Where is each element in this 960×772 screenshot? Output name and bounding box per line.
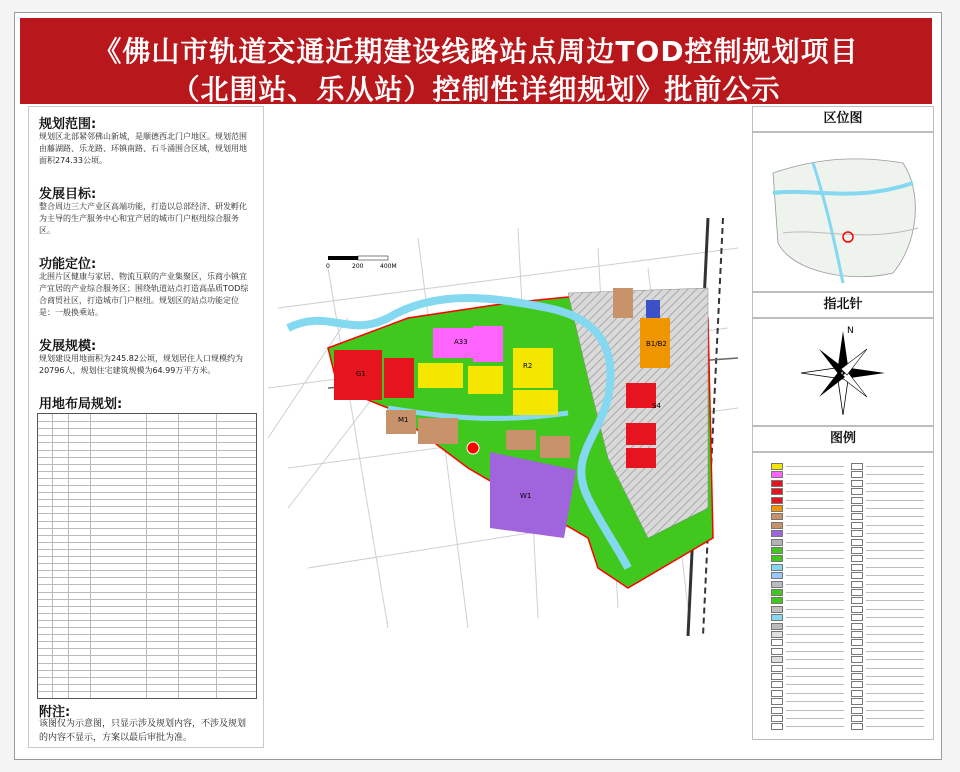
- side-panel: [752, 106, 932, 746]
- land-use-table: [37, 413, 257, 699]
- function-positioning-title: 功能定位:: [39, 257, 97, 272]
- zone-label: R2: [523, 362, 533, 370]
- table-row-rule: [38, 435, 256, 436]
- location-map-title: 区位图: [752, 106, 934, 132]
- note-title: 附注:: [39, 705, 71, 720]
- zone-label: G1: [356, 370, 366, 378]
- title-line-2: （北围站、乐从站）控制性详细规划》批前公示: [171, 73, 781, 106]
- scale-label-200: 200: [352, 263, 364, 270]
- table-row-rule: [38, 499, 256, 500]
- development-scale-title: 发展规模:: [39, 339, 97, 354]
- land-use-map: [268, 208, 746, 636]
- planning-scope-title: 规划范围:: [39, 117, 97, 132]
- scale-label-0: 0: [326, 263, 330, 270]
- zone-label: W1: [520, 492, 532, 500]
- table-row-rule: [38, 464, 256, 465]
- table-row-rule: [38, 542, 256, 543]
- note-text: 该图仅为示意图，只显示涉及规划内容，不涉及规划的内容不显示，方案以最后审批为准。: [39, 719, 247, 743]
- zone-residential-1: [418, 363, 463, 388]
- table-row-rule: [38, 684, 256, 685]
- table-row-rule: [38, 563, 256, 564]
- zone-industrial-3: [506, 430, 536, 450]
- development-goal-title: 发展目标:: [39, 187, 97, 202]
- station-marker: [467, 442, 479, 454]
- development-scale-text: 规划建设用地面积为245.82公顷，规划居住人口规模约为20796人，规划住宅建筑规模为64.99万平方米。: [39, 354, 243, 375]
- table-row-rule: [38, 634, 256, 635]
- table-row-rule: [38, 492, 256, 493]
- table-row-rule: [38, 655, 256, 656]
- zone-label: B1/B2: [646, 340, 667, 348]
- north-arrow-icon: [753, 319, 933, 425]
- table-row-rule: [38, 613, 256, 614]
- table-row-rule: [38, 648, 256, 649]
- table-row-rule: [38, 627, 256, 628]
- legend-title: 图例: [752, 426, 934, 452]
- table-row-rule: [38, 670, 256, 671]
- zone-commercial-east-4: [626, 448, 656, 468]
- table-row-rule: [38, 513, 256, 514]
- table-row-rule: [38, 577, 256, 578]
- table-row-rule: [38, 556, 256, 557]
- table-row-rule: [38, 641, 256, 642]
- table-row-rule: [38, 485, 256, 486]
- table-row-rule: [38, 535, 256, 536]
- north-arrow-box: [752, 318, 934, 426]
- table-row-rule: [38, 620, 256, 621]
- zone-industrial-5: [613, 288, 633, 318]
- table-row-rule: [38, 528, 256, 529]
- north-label: N: [847, 326, 854, 336]
- function-positioning-text: 北围片区健康与家居、物流互联的产业集聚区，乐商小镇宜产宜居的产业综合服务区；围绕轨道站点打造高品质TOD综合商贸社区，打造城市门户枢纽。规划区的站点功能定位是：一般换乘站。: [39, 272, 249, 317]
- land-layout-title: 用地布局规划:: [39, 397, 123, 412]
- north-arrow-title: 指北针: [752, 292, 934, 318]
- zone-label: S4: [652, 402, 661, 410]
- map-svg: [268, 208, 746, 636]
- development-goal-text: 整合周边三大产业区高端功能，打造以总部经济、研发孵化为主导的生产服务中心和宜产居的城市门户枢纽综合服务区。: [39, 202, 247, 235]
- table-row-rule: [38, 471, 256, 472]
- zone-blue-utility: [646, 300, 660, 318]
- planning-scope-text: 规划区北部紧邻佛山新城，是顺德西北门户地区。规划范围由藤湖路、乐龙路、环镇南路、石斗涌围合区域，规划用地面积274.33公顷。: [39, 132, 247, 165]
- title-line-1: 《佛山市轨道交通近期建设线路站点周边TOD控制规划项目: [93, 35, 859, 68]
- table-row-rule: [38, 592, 256, 593]
- table-row-rule: [38, 599, 256, 600]
- table-row-rule: [38, 570, 256, 571]
- table-row-rule: [38, 677, 256, 678]
- zone-industrial-4: [540, 436, 570, 458]
- table-row-rule: [38, 584, 256, 585]
- zone-residential-4: [513, 390, 558, 415]
- zone-industrial-2: [418, 418, 458, 444]
- table-row-rule: [38, 691, 256, 692]
- table-row-rule: [38, 442, 256, 443]
- zone-school-2: [473, 326, 503, 362]
- zone-residential-3: [513, 348, 553, 388]
- zone-label: M1: [398, 416, 409, 424]
- zone-commercial-east-3: [626, 423, 656, 445]
- scale-label-400: 400M: [380, 263, 397, 270]
- table-row-rule: [38, 428, 256, 429]
- table-row-rule: [38, 450, 256, 451]
- location-map: [752, 132, 934, 292]
- table-row-rule: [38, 606, 256, 607]
- info-panel: [28, 106, 264, 748]
- legend-box: [752, 452, 934, 740]
- table-row-rule: [38, 457, 256, 458]
- table-row-rule: [38, 421, 256, 422]
- zone-residential-2: [468, 366, 503, 394]
- zone-label: A33: [454, 338, 468, 346]
- table-row-rule: [38, 521, 256, 522]
- table-row-rule: [38, 549, 256, 550]
- zone-residential-west: [384, 358, 414, 398]
- table-row-rule: [38, 478, 256, 479]
- table-row-rule: [38, 663, 256, 664]
- title-banner: [20, 18, 932, 104]
- table-row-rule: [38, 506, 256, 507]
